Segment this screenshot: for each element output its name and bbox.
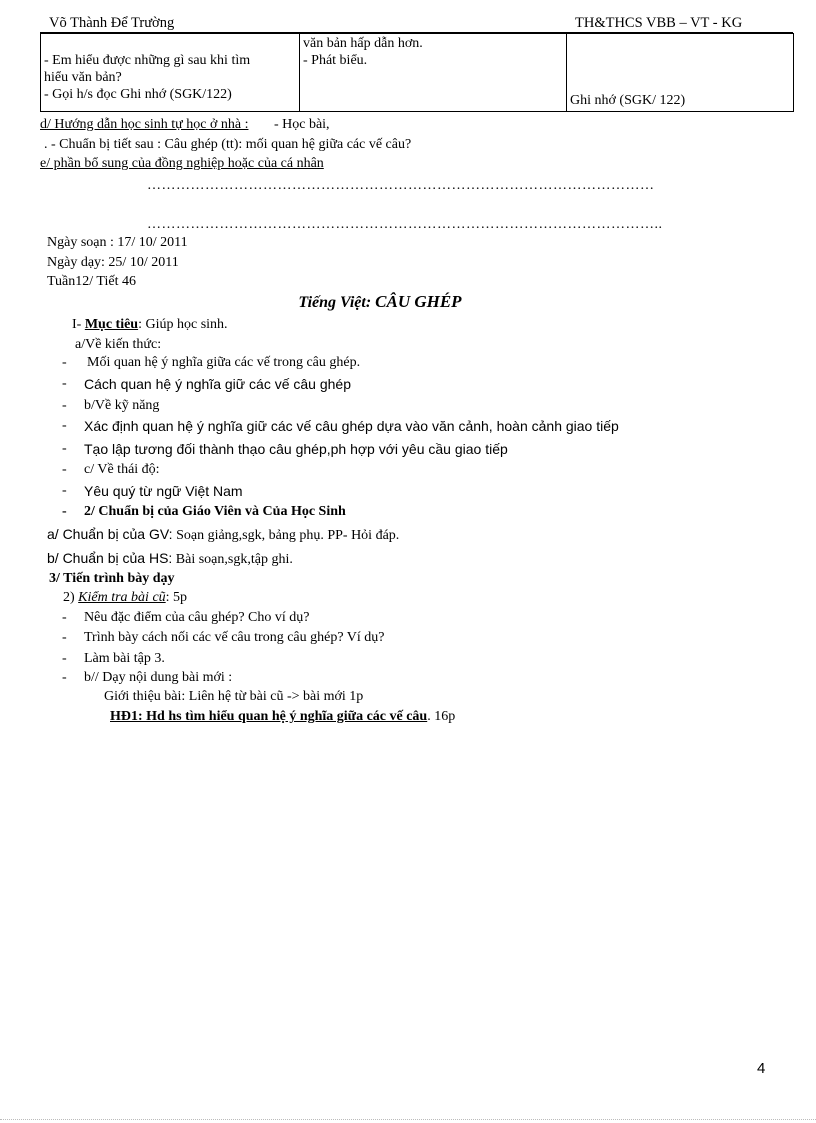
bullet-dash: - (62, 610, 67, 625)
bullet-dash: - (62, 441, 67, 456)
table-text: văn bản hấp dẫn hơn. (303, 36, 423, 51)
check-label: Kiểm tra bài cũ (78, 590, 166, 605)
table-cell-student (300, 34, 567, 112)
table-cell-activity (41, 34, 300, 112)
bullet-dash: - (62, 670, 67, 685)
objectives-rest: : Giúp học sinh. (138, 317, 228, 332)
list-item: c/ Về thái độ: (84, 462, 160, 477)
teach-date: Ngày dạy: 25/ 10/ 2011 (47, 255, 179, 270)
table-text: hiểu văn bản? (44, 70, 122, 85)
intro-line: Giới thiệu bài: Liên hệ từ bài cũ -> bài mới 1p (104, 689, 364, 704)
bullet-dash: - (62, 398, 67, 413)
prep-date: Ngày soạn : 17/ 10/ 2011 (47, 235, 188, 250)
supplement-heading: e/ phần bổ sung của đồng nghiệp hoặc của cá nhân (40, 156, 324, 171)
check-heading (63, 590, 187, 606)
table-text: Ghi nhớ (SGK/ 122) (570, 93, 686, 108)
activity-1 (110, 709, 455, 725)
list-item: Xác định quan hệ ý nghĩa giữ các vế câu ghép dựa vào văn cảnh, hoàn cảnh giao tiếp (84, 418, 619, 434)
teacher-prep-text: Soạn giảng,sgk, bảng phụ. PP- Hỏi đáp. (172, 528, 400, 543)
list-item: Yêu quý từ ngữ Việt Nam (84, 483, 243, 499)
knowledge-heading: a/Về kiến thức: (75, 337, 162, 352)
list-item: b// Dạy nội dung bài mới : (84, 670, 233, 685)
list-item: Cách quan hệ ý nghĩa giữ các vế câu ghép (84, 376, 351, 392)
student-prep (47, 550, 293, 568)
process-heading: 3/ Tiến trình bày dạy (49, 571, 175, 586)
table-text: - Gọi h/s đọc Ghi nhớ (SGK/122) (44, 87, 232, 102)
bullet-dash: - (62, 355, 67, 370)
check-num: 2) (63, 590, 79, 605)
next-lesson: . - Chuẩn bị tiết sau : Câu ghép (tt): mối quan hệ giữa các vế câu? (44, 137, 412, 152)
activity-1-rest: . 16p (427, 709, 456, 724)
bullet-dash: - (62, 483, 67, 498)
list-item: b/Về kỹ năng (84, 398, 160, 413)
homework-line (40, 117, 330, 133)
bullet-dash: - (62, 462, 67, 477)
header-author: Võ Thành Để Trường (49, 15, 175, 31)
student-prep-label: b/ Chuẩn bị của HS: (47, 550, 173, 566)
prep-heading: 2/ Chuẩn bị của Giáo Viên và Của Học Sinh (84, 504, 346, 519)
list-item: Tạo lập tương đối thành thạo câu ghép,ph hợp với yêu cầu giao tiếp (84, 441, 508, 457)
objectives-label: Mục tiêu (84, 317, 139, 332)
list-item: Mối quan hệ ý nghĩa giữa các vế trong câu ghép. (87, 355, 361, 370)
activity-1-label: HĐ1: Hd hs tìm hiểu quan hệ ý nghĩa giữa các vế câu (110, 709, 428, 724)
teacher-prep (47, 526, 399, 544)
header-school: TH&THCS VBB – VT - KG (575, 15, 743, 31)
teacher-prep-label: a/ Chuẩn bị của GV: (47, 526, 173, 542)
title-main: CÂU GHÉP (375, 292, 462, 311)
week-period: Tuần12/ Tiết 46 (47, 274, 136, 289)
list-item: Làm bài tập 3. (84, 651, 165, 666)
table-text: - Phát biểu. (303, 53, 368, 68)
bullet-dash: - (62, 651, 67, 666)
check-rest: : 5p (165, 590, 188, 605)
bullet-dash: - (62, 376, 67, 391)
dotted-line: …………………………………………………………………………………………….. (147, 217, 663, 232)
page-bottom-rule (0, 1119, 816, 1120)
lesson-title (0, 292, 760, 312)
objectives-num: I- (72, 317, 85, 332)
bullet-dash: - (62, 630, 67, 645)
list-item: Nêu đặc điểm của câu ghép? Cho ví dụ? (84, 610, 310, 625)
bullet-dash: - (62, 504, 67, 519)
table-text: - Em hiểu được những gì sau khi tìm (44, 53, 251, 68)
dotted-line: …………………………………………………………………………………………… (147, 178, 655, 193)
homework-label: d/ Hướng dẫn học sinh tự học ở nhà : (40, 117, 249, 132)
list-item: Trình bày cách nối các vế câu trong câu ghép? Ví dụ? (84, 630, 385, 645)
lesson-table (40, 33, 794, 112)
student-prep-text: Bài soạn,sgk,tập ghi. (172, 552, 293, 567)
objectives-heading (72, 317, 228, 333)
homework-item: - Học bài, (273, 117, 330, 132)
table-cell-content (567, 34, 794, 112)
page-number: 4 (757, 1060, 766, 1077)
title-prefix: Tiếng Việt: (298, 294, 376, 311)
bullet-dash: - (62, 418, 67, 433)
